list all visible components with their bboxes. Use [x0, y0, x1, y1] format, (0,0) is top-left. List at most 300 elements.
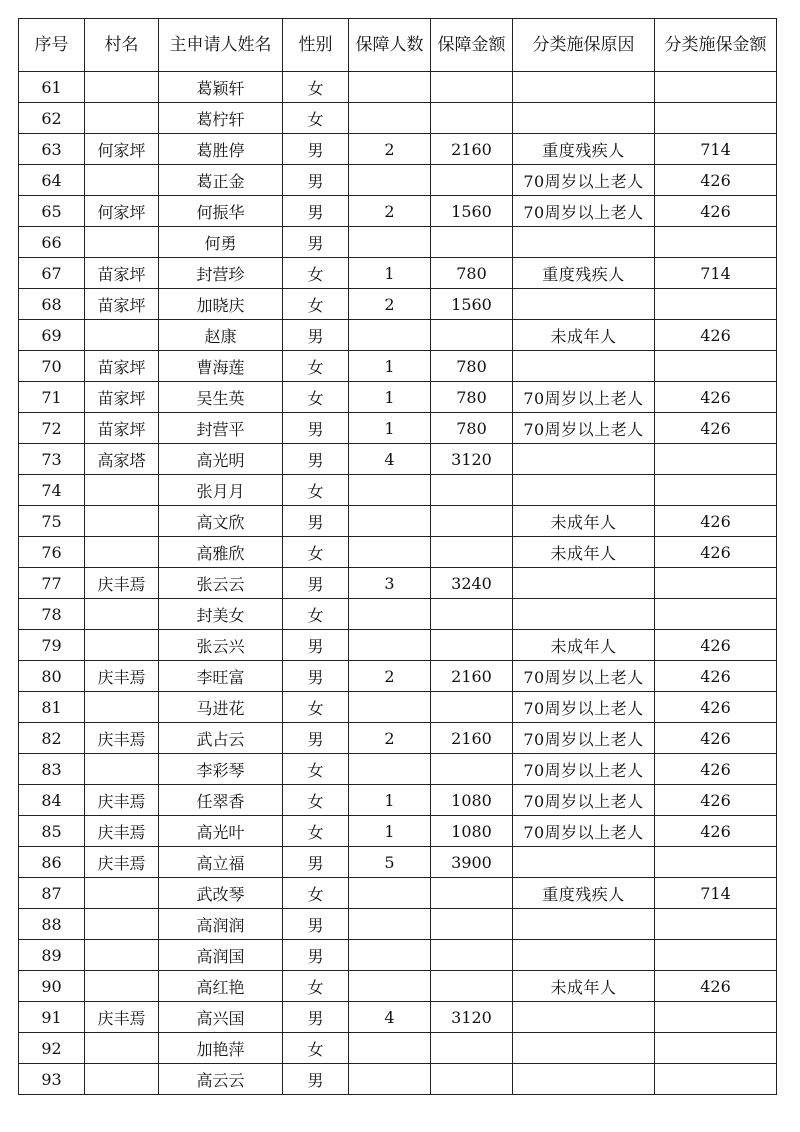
covered-persons-cell — [349, 475, 431, 506]
category-amount-cell: 426 — [655, 754, 777, 785]
covered-persons-cell: 2 — [349, 289, 431, 320]
gender-cell: 女 — [283, 878, 349, 909]
serial-cell: 65 — [19, 196, 85, 227]
amount-cell — [431, 630, 513, 661]
village-cell — [85, 103, 159, 134]
gender-cell: 女 — [283, 816, 349, 847]
covered-persons-cell — [349, 72, 431, 103]
serial-cell: 66 — [19, 227, 85, 258]
serial-cell: 81 — [19, 692, 85, 723]
category-amount-cell: 426 — [655, 785, 777, 816]
table-row — [19, 692, 777, 723]
covered-persons-cell — [349, 878, 431, 909]
category-reason-cell: 70周岁以上老人 — [513, 723, 655, 754]
amount-cell: 2160 — [431, 134, 513, 165]
village-cell — [85, 506, 159, 537]
category-reason-cell: 未成年人 — [513, 537, 655, 568]
category-reason-cell — [513, 940, 655, 971]
category-amount-cell: 426 — [655, 723, 777, 754]
amount-cell: 2160 — [431, 661, 513, 692]
applicant-name-cell: 高光明 — [159, 444, 283, 475]
category-amount-cell — [655, 1033, 777, 1064]
amount-cell — [431, 72, 513, 103]
covered-persons-cell — [349, 754, 431, 785]
gender-cell: 男 — [283, 661, 349, 692]
applicant-name-cell: 高云云 — [159, 1064, 283, 1095]
village-cell: 苗家坪 — [85, 382, 159, 413]
category-amount-cell: 426 — [655, 661, 777, 692]
serial-cell: 88 — [19, 909, 85, 940]
header-serial: 序号 — [19, 19, 85, 72]
table-row — [19, 320, 777, 351]
serial-cell: 85 — [19, 816, 85, 847]
applicant-name-cell: 封营平 — [159, 413, 283, 444]
category-amount-cell: 426 — [655, 971, 777, 1002]
covered-persons-cell — [349, 1033, 431, 1064]
table-row — [19, 630, 777, 661]
table-row — [19, 103, 777, 134]
gender-cell: 女 — [283, 754, 349, 785]
serial-cell: 69 — [19, 320, 85, 351]
category-reason-cell: 70周岁以上老人 — [513, 165, 655, 196]
gender-cell: 男 — [283, 165, 349, 196]
gender-cell: 女 — [283, 971, 349, 1002]
header-village: 村名 — [85, 19, 159, 72]
applicant-name-cell: 高红艳 — [159, 971, 283, 1002]
amount-cell: 3900 — [431, 847, 513, 878]
serial-cell: 62 — [19, 103, 85, 134]
gender-cell: 男 — [283, 227, 349, 258]
table-row — [19, 785, 777, 816]
village-cell: 庆丰焉 — [85, 847, 159, 878]
gender-cell: 男 — [283, 940, 349, 971]
applicant-name-cell: 高文欣 — [159, 506, 283, 537]
serial-cell: 90 — [19, 971, 85, 1002]
applicant-name-cell: 高立福 — [159, 847, 283, 878]
amount-cell — [431, 320, 513, 351]
village-cell: 何家坪 — [85, 196, 159, 227]
gender-cell: 女 — [283, 692, 349, 723]
category-reason-cell: 70周岁以上老人 — [513, 692, 655, 723]
covered-persons-cell: 1 — [349, 382, 431, 413]
applicant-name-cell: 高润国 — [159, 940, 283, 971]
category-reason-cell: 未成年人 — [513, 630, 655, 661]
serial-cell: 75 — [19, 506, 85, 537]
amount-cell — [431, 475, 513, 506]
serial-cell: 86 — [19, 847, 85, 878]
village-cell: 庆丰焉 — [85, 1002, 159, 1033]
amount-cell: 3240 — [431, 568, 513, 599]
gender-cell: 女 — [283, 351, 349, 382]
gender-cell: 女 — [283, 72, 349, 103]
document-page — [18, 18, 776, 1095]
gender-cell: 女 — [283, 258, 349, 289]
village-cell: 高家塔 — [85, 444, 159, 475]
serial-cell: 71 — [19, 382, 85, 413]
applicant-name-cell: 葛颖轩 — [159, 72, 283, 103]
applicant-name-cell: 加晓庆 — [159, 289, 283, 320]
table-row — [19, 506, 777, 537]
village-cell: 庆丰焉 — [85, 568, 159, 599]
amount-cell — [431, 1064, 513, 1095]
covered-persons-cell — [349, 165, 431, 196]
village-cell — [85, 320, 159, 351]
village-cell — [85, 537, 159, 568]
category-amount-cell: 426 — [655, 165, 777, 196]
category-reason-cell — [513, 909, 655, 940]
serial-cell: 80 — [19, 661, 85, 692]
covered-persons-cell — [349, 506, 431, 537]
category-reason-cell — [513, 475, 655, 506]
covered-persons-cell: 2 — [349, 134, 431, 165]
serial-cell: 63 — [19, 134, 85, 165]
serial-cell: 83 — [19, 754, 85, 785]
gender-cell: 男 — [283, 723, 349, 754]
category-reason-cell: 重度残疾人 — [513, 878, 655, 909]
applicant-name-cell: 高雅欣 — [159, 537, 283, 568]
category-amount-cell — [655, 444, 777, 475]
applicant-name-cell: 李彩琴 — [159, 754, 283, 785]
amount-cell — [431, 506, 513, 537]
village-cell — [85, 599, 159, 630]
category-amount-cell: 426 — [655, 382, 777, 413]
applicant-name-cell: 葛柠轩 — [159, 103, 283, 134]
village-cell — [85, 878, 159, 909]
gender-cell: 男 — [283, 847, 349, 878]
village-cell: 庆丰焉 — [85, 723, 159, 754]
gender-cell: 男 — [283, 630, 349, 661]
table-row — [19, 599, 777, 630]
covered-persons-cell — [349, 599, 431, 630]
covered-persons-cell: 1 — [349, 816, 431, 847]
gender-cell: 女 — [283, 785, 349, 816]
gender-cell: 女 — [283, 599, 349, 630]
table-row — [19, 661, 777, 692]
serial-cell: 76 — [19, 537, 85, 568]
applicant-name-cell: 封美女 — [159, 599, 283, 630]
village-cell — [85, 1033, 159, 1064]
amount-cell — [431, 940, 513, 971]
category-amount-cell: 426 — [655, 537, 777, 568]
applicant-name-cell: 葛胜停 — [159, 134, 283, 165]
header-category-reason: 分类施保原因 — [513, 19, 655, 72]
assistance-table — [18, 18, 777, 1095]
applicant-name-cell: 高光叶 — [159, 816, 283, 847]
serial-cell: 92 — [19, 1033, 85, 1064]
category-reason-cell — [513, 351, 655, 382]
applicant-name-cell: 张月月 — [159, 475, 283, 506]
table-row — [19, 909, 777, 940]
category-reason-cell: 未成年人 — [513, 506, 655, 537]
amount-cell — [431, 754, 513, 785]
category-reason-cell: 70周岁以上老人 — [513, 754, 655, 785]
gender-cell: 女 — [283, 1033, 349, 1064]
category-reason-cell — [513, 227, 655, 258]
category-reason-cell — [513, 847, 655, 878]
village-cell — [85, 475, 159, 506]
category-reason-cell: 70周岁以上老人 — [513, 382, 655, 413]
gender-cell: 女 — [283, 537, 349, 568]
category-amount-cell: 426 — [655, 196, 777, 227]
category-amount-cell: 714 — [655, 878, 777, 909]
village-cell — [85, 165, 159, 196]
category-reason-cell: 70周岁以上老人 — [513, 816, 655, 847]
covered-persons-cell — [349, 630, 431, 661]
category-amount-cell — [655, 940, 777, 971]
amount-cell: 1560 — [431, 196, 513, 227]
covered-persons-cell — [349, 103, 431, 134]
table-row — [19, 227, 777, 258]
table-row — [19, 72, 777, 103]
covered-persons-cell: 2 — [349, 723, 431, 754]
table-row — [19, 971, 777, 1002]
serial-cell: 91 — [19, 1002, 85, 1033]
serial-cell: 64 — [19, 165, 85, 196]
applicant-name-cell: 高兴国 — [159, 1002, 283, 1033]
table-row — [19, 1002, 777, 1033]
gender-cell: 男 — [283, 1002, 349, 1033]
village-cell: 庆丰焉 — [85, 661, 159, 692]
village-cell: 庆丰焉 — [85, 816, 159, 847]
gender-cell: 男 — [283, 568, 349, 599]
covered-persons-cell — [349, 320, 431, 351]
applicant-name-cell: 马进花 — [159, 692, 283, 723]
table-body — [19, 72, 777, 1095]
category-amount-cell — [655, 227, 777, 258]
amount-cell — [431, 103, 513, 134]
serial-cell: 70 — [19, 351, 85, 382]
gender-cell: 男 — [283, 320, 349, 351]
category-amount-cell — [655, 599, 777, 630]
category-amount-cell — [655, 351, 777, 382]
applicant-name-cell: 吴生英 — [159, 382, 283, 413]
header-gender: 性别 — [283, 19, 349, 72]
amount-cell — [431, 909, 513, 940]
covered-persons-cell — [349, 971, 431, 1002]
amount-cell — [431, 599, 513, 630]
village-cell — [85, 971, 159, 1002]
category-amount-cell — [655, 909, 777, 940]
applicant-name-cell: 何振华 — [159, 196, 283, 227]
village-cell: 苗家坪 — [85, 289, 159, 320]
gender-cell: 男 — [283, 444, 349, 475]
header-covered-persons: 保障人数 — [349, 19, 431, 72]
village-cell — [85, 692, 159, 723]
applicant-name-cell: 武改琴 — [159, 878, 283, 909]
amount-cell: 780 — [431, 413, 513, 444]
table-row — [19, 878, 777, 909]
category-reason-cell — [513, 1064, 655, 1095]
village-cell — [85, 227, 159, 258]
amount-cell: 1080 — [431, 785, 513, 816]
table-row — [19, 413, 777, 444]
gender-cell: 男 — [283, 196, 349, 227]
gender-cell: 男 — [283, 1064, 349, 1095]
village-cell — [85, 630, 159, 661]
category-amount-cell: 426 — [655, 692, 777, 723]
category-amount-cell — [655, 1064, 777, 1095]
table-row — [19, 382, 777, 413]
table-row — [19, 847, 777, 878]
amount-cell: 1560 — [431, 289, 513, 320]
village-cell — [85, 72, 159, 103]
category-reason-cell: 70周岁以上老人 — [513, 661, 655, 692]
category-reason-cell: 重度残疾人 — [513, 134, 655, 165]
table-row — [19, 289, 777, 320]
covered-persons-cell: 4 — [349, 444, 431, 475]
applicant-name-cell: 加艳萍 — [159, 1033, 283, 1064]
table-row — [19, 754, 777, 785]
amount-cell: 780 — [431, 382, 513, 413]
applicant-name-cell: 曹海莲 — [159, 351, 283, 382]
covered-persons-cell — [349, 909, 431, 940]
table-row — [19, 537, 777, 568]
village-cell — [85, 1064, 159, 1095]
covered-persons-cell: 2 — [349, 196, 431, 227]
header-amount: 保障金额 — [431, 19, 513, 72]
table-row — [19, 258, 777, 289]
category-amount-cell — [655, 475, 777, 506]
serial-cell: 67 — [19, 258, 85, 289]
covered-persons-cell: 2 — [349, 661, 431, 692]
amount-cell — [431, 971, 513, 1002]
serial-cell: 68 — [19, 289, 85, 320]
category-amount-cell — [655, 1002, 777, 1033]
covered-persons-cell — [349, 537, 431, 568]
category-reason-cell: 未成年人 — [513, 971, 655, 1002]
gender-cell: 女 — [283, 289, 349, 320]
gender-cell: 女 — [283, 103, 349, 134]
applicant-name-cell: 赵康 — [159, 320, 283, 351]
amount-cell — [431, 878, 513, 909]
category-amount-cell: 714 — [655, 258, 777, 289]
gender-cell: 男 — [283, 909, 349, 940]
covered-persons-cell: 1 — [349, 785, 431, 816]
category-amount-cell — [655, 568, 777, 599]
applicant-name-cell: 葛正金 — [159, 165, 283, 196]
serial-cell: 77 — [19, 568, 85, 599]
covered-persons-cell — [349, 227, 431, 258]
covered-persons-cell — [349, 1064, 431, 1095]
table-row — [19, 940, 777, 971]
serial-cell: 78 — [19, 599, 85, 630]
serial-cell: 89 — [19, 940, 85, 971]
amount-cell: 780 — [431, 351, 513, 382]
table-header-row — [19, 19, 777, 72]
applicant-name-cell: 武占云 — [159, 723, 283, 754]
category-reason-cell: 重度残疾人 — [513, 258, 655, 289]
amount-cell — [431, 1033, 513, 1064]
applicant-name-cell: 任翠香 — [159, 785, 283, 816]
serial-cell: 79 — [19, 630, 85, 661]
amount-cell — [431, 537, 513, 568]
category-amount-cell — [655, 72, 777, 103]
category-amount-cell: 714 — [655, 134, 777, 165]
category-reason-cell — [513, 72, 655, 103]
amount-cell — [431, 227, 513, 258]
gender-cell: 男 — [283, 134, 349, 165]
category-amount-cell: 426 — [655, 816, 777, 847]
serial-cell: 72 — [19, 413, 85, 444]
covered-persons-cell: 3 — [349, 568, 431, 599]
category-reason-cell — [513, 1002, 655, 1033]
applicant-name-cell: 何勇 — [159, 227, 283, 258]
table-row — [19, 723, 777, 754]
amount-cell: 3120 — [431, 444, 513, 475]
village-cell: 苗家坪 — [85, 413, 159, 444]
table-row — [19, 196, 777, 227]
table-row — [19, 1033, 777, 1064]
category-reason-cell — [513, 289, 655, 320]
serial-cell: 93 — [19, 1064, 85, 1095]
gender-cell: 女 — [283, 475, 349, 506]
category-amount-cell: 426 — [655, 630, 777, 661]
table-row — [19, 351, 777, 382]
category-reason-cell: 未成年人 — [513, 320, 655, 351]
amount-cell: 2160 — [431, 723, 513, 754]
category-reason-cell — [513, 1033, 655, 1064]
table-row — [19, 568, 777, 599]
serial-cell: 61 — [19, 72, 85, 103]
category-amount-cell: 426 — [655, 413, 777, 444]
serial-cell: 82 — [19, 723, 85, 754]
amount-cell: 1080 — [431, 816, 513, 847]
category-reason-cell: 70周岁以上老人 — [513, 413, 655, 444]
category-amount-cell: 426 — [655, 506, 777, 537]
header-applicant-name: 主申请人姓名 — [159, 19, 283, 72]
covered-persons-cell: 1 — [349, 351, 431, 382]
applicant-name-cell: 张云云 — [159, 568, 283, 599]
village-cell — [85, 909, 159, 940]
village-cell: 苗家坪 — [85, 351, 159, 382]
table-row — [19, 165, 777, 196]
village-cell: 庆丰焉 — [85, 785, 159, 816]
category-amount-cell — [655, 289, 777, 320]
village-cell: 苗家坪 — [85, 258, 159, 289]
category-reason-cell — [513, 444, 655, 475]
header-category-amount: 分类施保金额 — [655, 19, 777, 72]
applicant-name-cell: 李旺富 — [159, 661, 283, 692]
covered-persons-cell: 1 — [349, 258, 431, 289]
table-row — [19, 475, 777, 506]
serial-cell: 84 — [19, 785, 85, 816]
category-reason-cell — [513, 568, 655, 599]
category-reason-cell: 70周岁以上老人 — [513, 196, 655, 227]
table-row — [19, 816, 777, 847]
village-cell — [85, 940, 159, 971]
village-cell: 何家坪 — [85, 134, 159, 165]
covered-persons-cell: 4 — [349, 1002, 431, 1033]
covered-persons-cell: 5 — [349, 847, 431, 878]
gender-cell: 男 — [283, 413, 349, 444]
category-reason-cell — [513, 599, 655, 630]
gender-cell: 男 — [283, 506, 349, 537]
amount-cell: 780 — [431, 258, 513, 289]
category-reason-cell: 70周岁以上老人 — [513, 785, 655, 816]
gender-cell: 女 — [283, 382, 349, 413]
applicant-name-cell: 张云兴 — [159, 630, 283, 661]
serial-cell: 74 — [19, 475, 85, 506]
category-reason-cell — [513, 103, 655, 134]
serial-cell: 73 — [19, 444, 85, 475]
table-row — [19, 134, 777, 165]
amount-cell: 3120 — [431, 1002, 513, 1033]
covered-persons-cell — [349, 940, 431, 971]
table-row — [19, 444, 777, 475]
applicant-name-cell: 高润润 — [159, 909, 283, 940]
category-amount-cell — [655, 103, 777, 134]
covered-persons-cell — [349, 692, 431, 723]
